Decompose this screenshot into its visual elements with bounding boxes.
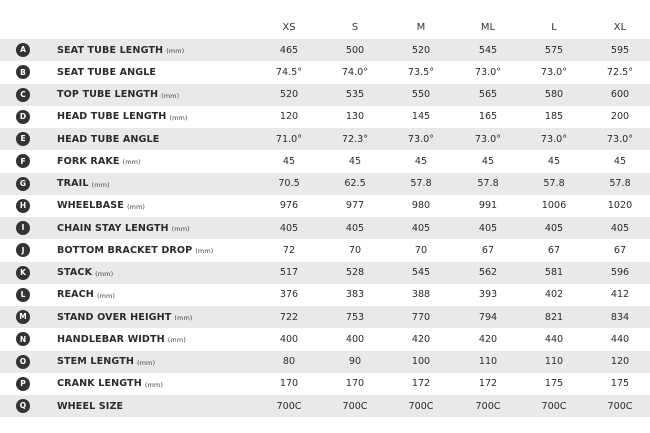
- value-cell: 73.5°: [407, 66, 435, 78]
- measurement-label: [57, 306, 193, 328]
- value-cell: 977: [345, 200, 365, 212]
- table-row: [0, 195, 650, 217]
- row-letter-badge: G: [16, 177, 30, 191]
- measurement-label: [57, 284, 115, 306]
- value-cell: 73.0°: [474, 66, 502, 78]
- table-row: [0, 239, 650, 261]
- value-cell: 517: [279, 267, 299, 278]
- value-cell: 120: [610, 356, 630, 367]
- value-cell: 405: [610, 222, 630, 234]
- value-cell: 72.3°: [341, 133, 369, 145]
- value-cell: 45: [414, 155, 428, 167]
- value-cell: 834: [610, 311, 630, 323]
- measurement-unit: (mm): [96, 291, 116, 300]
- value-cell: 45: [348, 155, 362, 167]
- value-cell: 700C: [342, 400, 368, 412]
- value-cell: 580: [544, 89, 564, 100]
- value-cell: 120: [279, 111, 299, 123]
- measurement-name: HANDLEBAR WIDTH: [57, 333, 165, 345]
- value-cell: 74.0°: [341, 66, 369, 78]
- measurement-name: STACK: [57, 267, 93, 278]
- value-cell: 45: [613, 155, 627, 167]
- measurement-label: [57, 195, 145, 217]
- value-cell: 57.8: [410, 178, 432, 189]
- value-cell: 130: [345, 111, 365, 123]
- measurement-unit: (mm): [171, 225, 190, 233]
- value-cell: 562: [478, 267, 498, 278]
- value-cell: 1020: [607, 200, 633, 212]
- value-cell: 1006: [541, 200, 567, 212]
- value-cell: 57.8: [477, 178, 499, 189]
- value-cell: 70.5: [278, 178, 300, 189]
- value-cell: 74.5°: [275, 66, 303, 78]
- measurement-name: FORK RAKE: [57, 155, 120, 167]
- value-cell: 73.0°: [540, 133, 568, 145]
- value-cell: 45: [481, 155, 495, 167]
- value-cell: 528: [345, 267, 365, 278]
- value-cell: 722: [279, 311, 299, 323]
- value-cell: 581: [544, 267, 564, 278]
- measurement-label: [57, 395, 123, 417]
- measurement-unit: (mm): [195, 247, 214, 256]
- value-cell: 500: [345, 44, 365, 56]
- value-cell: 67: [613, 244, 627, 256]
- measurement-name: SEAT TUBE LENGTH: [57, 44, 164, 56]
- row-letter-badge: I: [16, 221, 30, 235]
- measurement-label: [57, 239, 213, 261]
- measurement-name: TRAIL: [57, 178, 89, 189]
- size-header-s: S: [351, 21, 359, 33]
- row-letter-badge: B: [16, 65, 30, 79]
- value-cell: 172: [478, 378, 498, 390]
- table-row: [0, 128, 650, 150]
- measurement-label: [57, 84, 179, 106]
- table-row: [0, 395, 650, 417]
- value-cell: 700C: [541, 400, 567, 412]
- row-letter-badge: K: [16, 266, 30, 280]
- value-cell: 535: [345, 89, 365, 100]
- table-row: [0, 39, 650, 61]
- value-cell: 73.0°: [474, 133, 502, 145]
- value-cell: 45: [282, 155, 296, 167]
- value-cell: 420: [478, 333, 498, 345]
- value-cell: 71.0°: [275, 133, 303, 145]
- value-cell: 980: [411, 200, 431, 212]
- row-letter-badge: C: [16, 88, 30, 102]
- table-row: [0, 306, 650, 328]
- row-letter-badge: Q: [16, 399, 30, 413]
- size-header-xl: XL: [613, 21, 627, 33]
- table-row: [0, 373, 650, 395]
- size-header-row: [0, 16, 650, 38]
- value-cell: 172: [411, 378, 431, 390]
- value-cell: 565: [478, 89, 498, 100]
- row-letter-badge: M: [16, 310, 30, 324]
- measurement-name: SEAT TUBE ANGLE: [57, 66, 157, 78]
- value-cell: 400: [279, 333, 299, 345]
- value-cell: 402: [544, 289, 564, 301]
- value-cell: 700C: [475, 400, 501, 412]
- table-row: [0, 351, 650, 373]
- value-cell: 170: [279, 378, 299, 390]
- value-cell: 520: [411, 44, 431, 56]
- measurement-label: [57, 61, 156, 83]
- table-row: [0, 284, 650, 306]
- value-cell: 794: [478, 311, 498, 323]
- value-cell: 575: [544, 44, 564, 56]
- measurement-label: [57, 328, 186, 350]
- value-cell: 700C: [607, 400, 633, 412]
- measurement-unit: (mm): [167, 336, 186, 345]
- value-cell: 405: [478, 222, 498, 234]
- row-letter-badge: E: [16, 132, 30, 146]
- measurement-name: HEAD TUBE ANGLE: [57, 133, 160, 145]
- measurement-label: [57, 39, 184, 61]
- value-cell: 175: [610, 378, 630, 390]
- measurement-unit: (mm): [169, 113, 188, 122]
- row-letter-badge: P: [16, 377, 30, 391]
- value-cell: 700C: [408, 400, 434, 412]
- measurement-name: REACH: [57, 289, 94, 301]
- table-row: [0, 150, 650, 172]
- measurement-unit: (mm): [126, 202, 146, 211]
- value-cell: 520: [279, 89, 299, 100]
- measurement-label: [57, 262, 113, 284]
- measurement-unit: (mm): [166, 47, 185, 55]
- measurement-unit: (mm): [161, 91, 180, 100]
- measurement-unit: (mm): [144, 380, 163, 389]
- value-cell: 465: [279, 44, 299, 56]
- value-cell: 200: [610, 111, 630, 123]
- row-letter-badge: A: [16, 43, 30, 57]
- measurement-unit: (mm): [122, 158, 141, 167]
- measurement-label: [57, 373, 163, 395]
- value-cell: 545: [411, 267, 431, 278]
- size-header-xs: XS: [282, 21, 296, 33]
- value-cell: 72: [282, 244, 296, 256]
- measurement-name: CRANK LENGTH: [57, 378, 142, 390]
- measurement-unit: (mm): [95, 269, 114, 278]
- value-cell: 976: [279, 200, 299, 212]
- table-row: [0, 106, 650, 128]
- measurement-label: [57, 351, 155, 373]
- value-cell: 393: [478, 289, 498, 301]
- value-cell: 991: [478, 200, 498, 212]
- row-letter-badge: J: [16, 243, 30, 257]
- measurement-name: STAND OVER HEIGHT: [57, 311, 172, 323]
- value-cell: 45: [547, 155, 561, 167]
- value-cell: 405: [345, 222, 365, 234]
- value-cell: 770: [411, 311, 431, 323]
- table-row: [0, 262, 650, 284]
- value-cell: 170: [345, 378, 365, 390]
- measurement-name: CHAIN STAY LENGTH: [57, 222, 169, 234]
- value-cell: 67: [481, 244, 495, 256]
- value-cell: 405: [544, 222, 564, 234]
- value-cell: 596: [610, 267, 630, 278]
- measurement-label: [57, 128, 159, 150]
- value-cell: 376: [279, 289, 299, 301]
- value-cell: 110: [478, 356, 498, 367]
- value-cell: 80: [282, 356, 296, 367]
- value-cell: 420: [411, 333, 431, 345]
- value-cell: 145: [411, 111, 431, 123]
- value-cell: 600: [610, 89, 630, 100]
- row-letter-badge: O: [16, 355, 30, 369]
- value-cell: 62.5: [344, 178, 366, 189]
- value-cell: 73.0°: [606, 133, 634, 145]
- row-letter-badge: D: [16, 110, 30, 124]
- value-cell: 73.0°: [540, 66, 568, 78]
- value-cell: 405: [411, 222, 431, 234]
- measurement-name: WHEEL SIZE: [57, 400, 124, 412]
- measurement-label: [57, 217, 190, 239]
- value-cell: 388: [411, 289, 431, 301]
- size-header-m: M: [416, 21, 426, 33]
- value-cell: 700C: [276, 400, 302, 412]
- value-cell: 400: [345, 333, 365, 345]
- value-cell: 383: [345, 289, 365, 301]
- value-cell: 110: [544, 356, 564, 367]
- size-header-l: L: [551, 21, 557, 33]
- value-cell: 90: [348, 356, 362, 367]
- value-cell: 440: [544, 333, 564, 345]
- measurement-name: TOP TUBE LENGTH: [57, 89, 159, 100]
- measurement-unit: (mm): [174, 314, 193, 322]
- measurement-name: WHEELBASE: [57, 200, 124, 212]
- value-cell: 72.5°: [606, 66, 634, 78]
- value-cell: 440: [610, 333, 630, 345]
- value-cell: 57.8: [609, 178, 631, 189]
- value-cell: 595: [610, 44, 630, 56]
- value-cell: 545: [478, 44, 498, 56]
- row-letter-badge: L: [16, 288, 30, 302]
- value-cell: 70: [348, 244, 362, 256]
- measurement-label: [57, 106, 188, 128]
- measurement-name: BOTTOM BRACKET DROP: [57, 244, 193, 256]
- measurement-name: STEM LENGTH: [57, 356, 134, 367]
- value-cell: 550: [411, 89, 431, 100]
- value-cell: 57.8: [543, 178, 565, 189]
- value-cell: 67: [547, 244, 561, 256]
- value-cell: 412: [610, 289, 630, 301]
- measurement-name: HEAD TUBE LENGTH: [57, 111, 167, 123]
- measurement-label: [57, 150, 141, 172]
- value-cell: 175: [544, 378, 564, 390]
- measurement-unit: (mm): [136, 358, 156, 367]
- table-row: [0, 173, 650, 195]
- row-letter-badge: N: [16, 332, 30, 346]
- table-row: [0, 217, 650, 239]
- row-letter-badge: H: [16, 199, 30, 213]
- value-cell: 405: [279, 222, 299, 234]
- table-row: [0, 84, 650, 106]
- value-cell: 753: [345, 311, 365, 323]
- table-row: [0, 328, 650, 350]
- value-cell: 100: [411, 356, 431, 367]
- value-cell: 165: [478, 111, 498, 123]
- row-letter-badge: F: [16, 154, 30, 168]
- value-cell: 73.0°: [407, 133, 435, 145]
- value-cell: 185: [544, 111, 564, 123]
- measurement-unit: (mm): [91, 180, 110, 189]
- table-row: [0, 61, 650, 83]
- size-header-ml: ML: [480, 21, 496, 33]
- value-cell: 70: [414, 244, 428, 256]
- value-cell: 821: [544, 311, 564, 323]
- measurement-label: [57, 173, 110, 195]
